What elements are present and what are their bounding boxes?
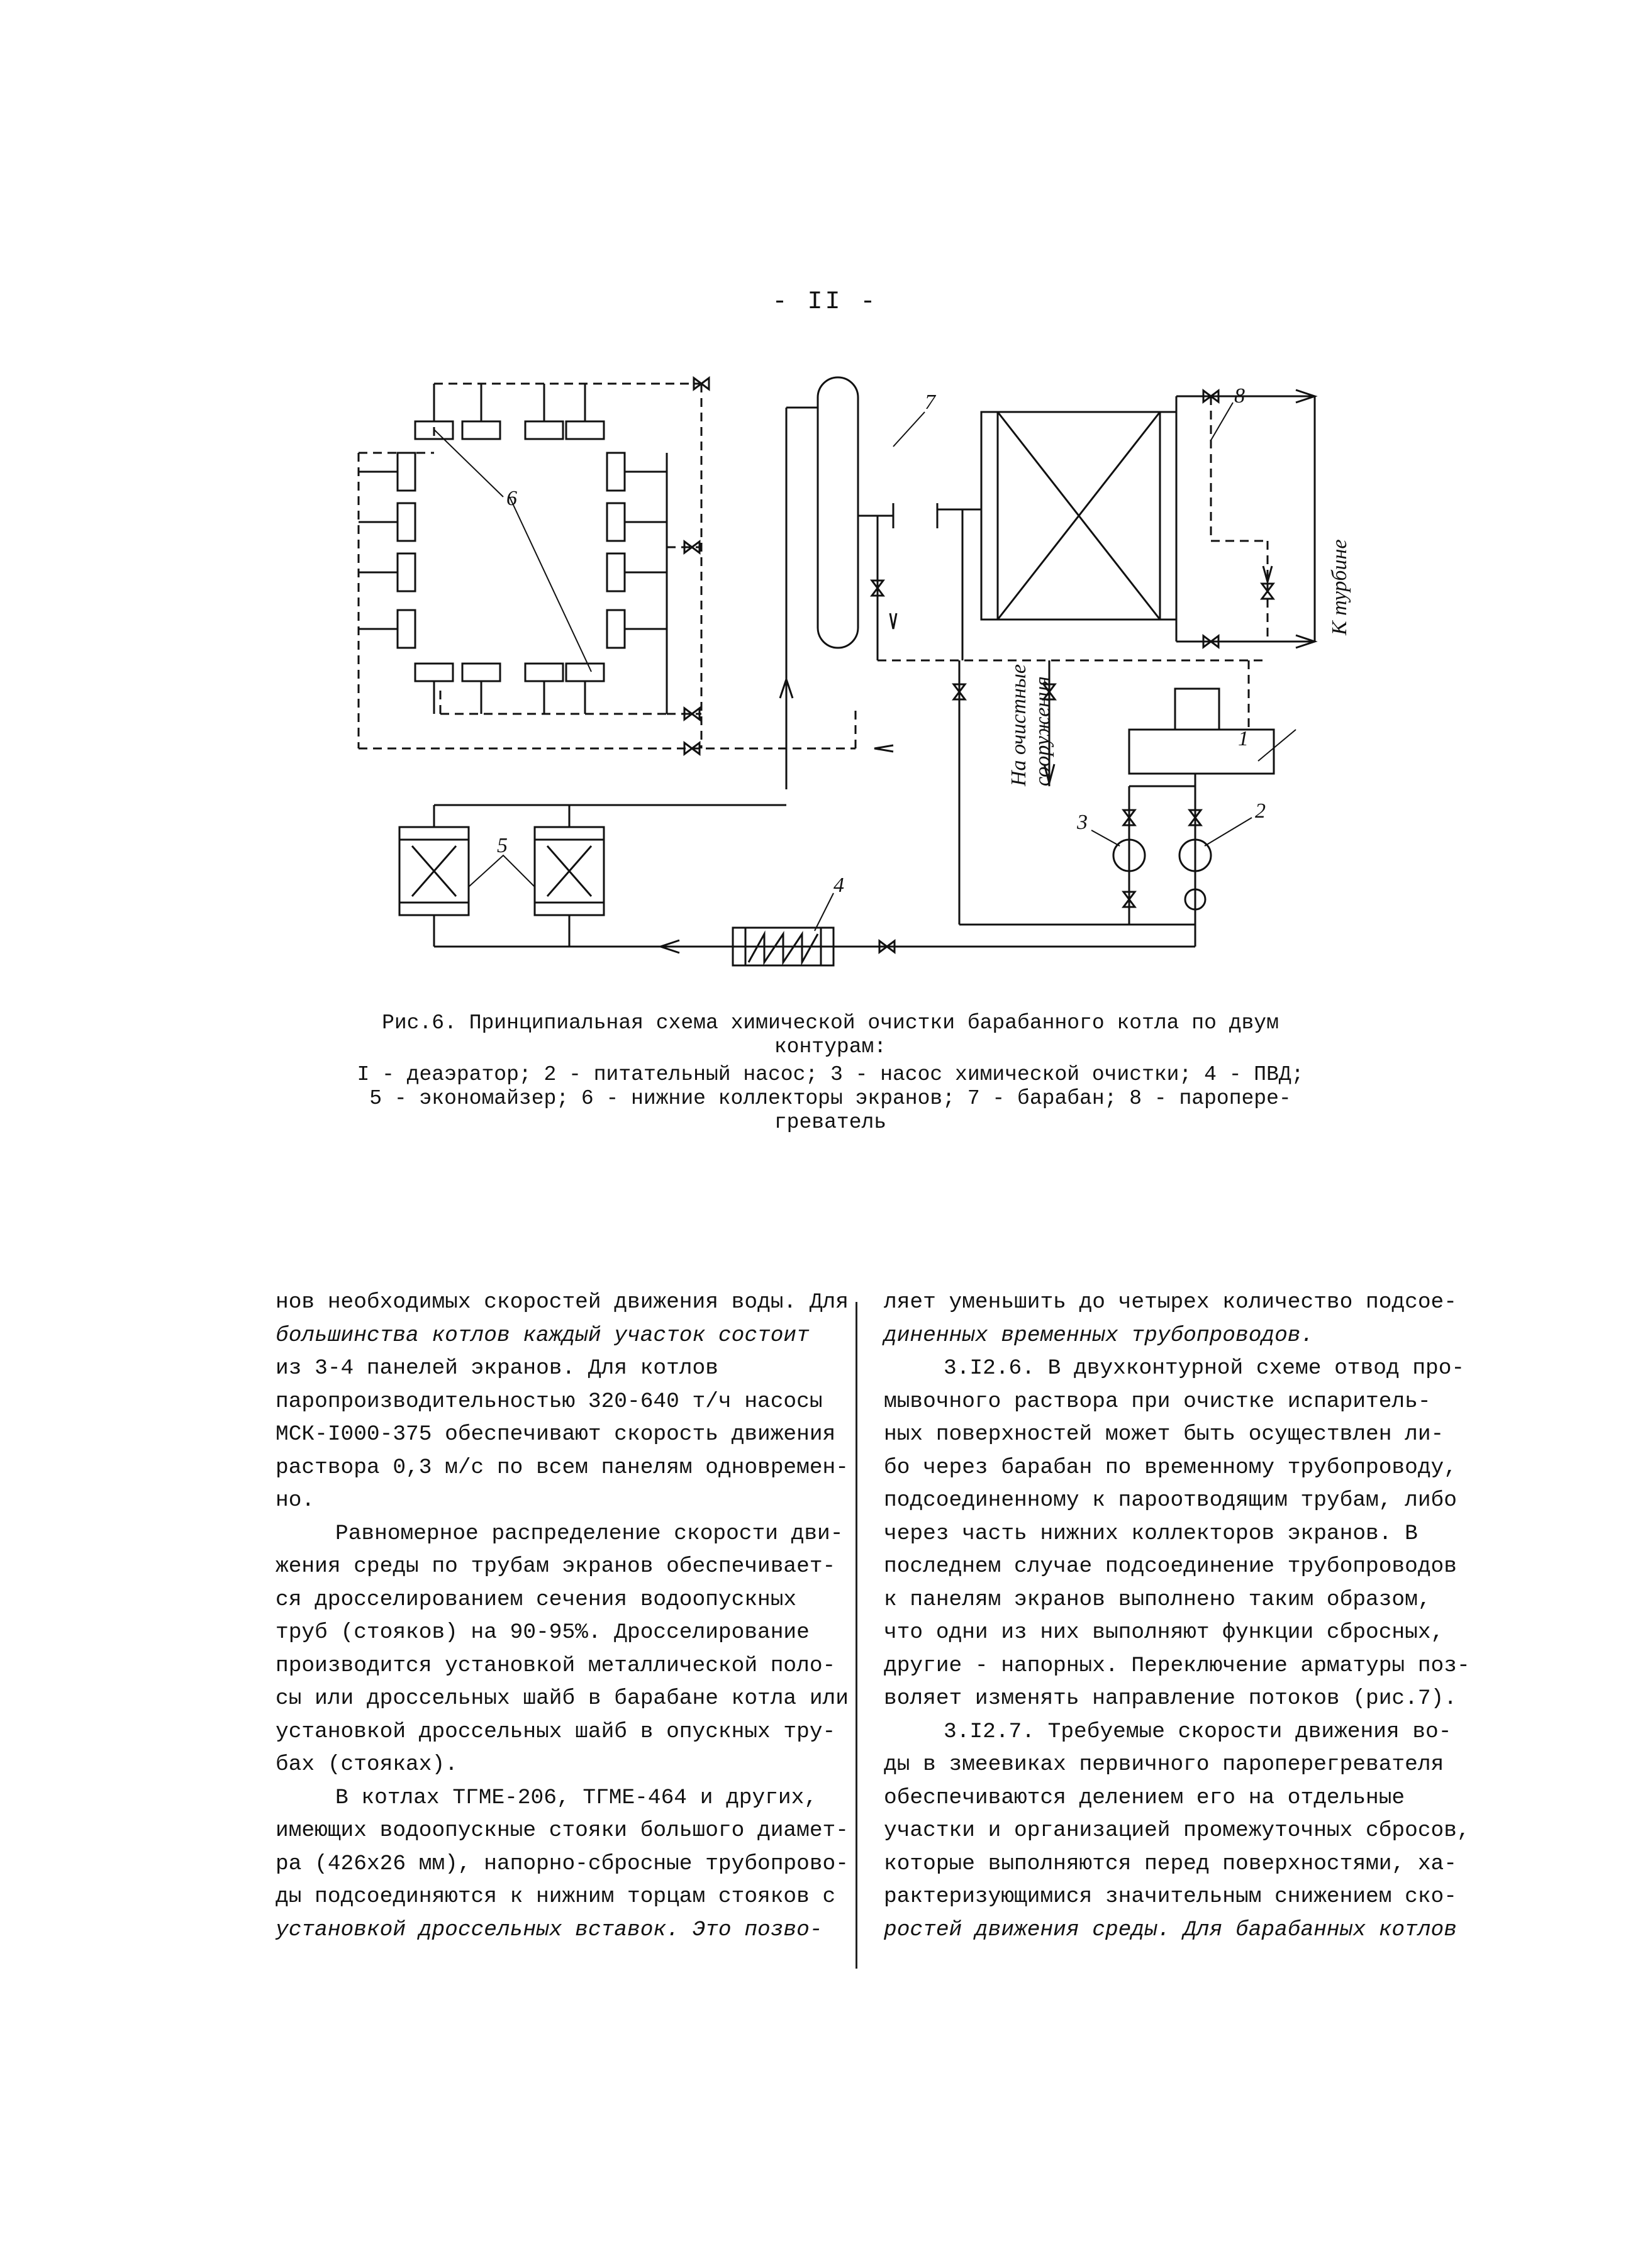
text-line: ды подсоединяются к нижним торцам стояков с [276, 1884, 836, 1909]
label-5: 5 [497, 834, 508, 857]
text-line: мывочного раствора при очистке испаритель- [884, 1389, 1431, 1414]
text-line: к панелям экранов выполнено таким образом, [884, 1587, 1431, 1612]
pumps [1091, 774, 1252, 943]
text-line: бо через барабан по временному трубопроводу, [884, 1455, 1457, 1480]
text-line: другие - напорных. Переключение арматуры поз- [884, 1653, 1470, 1678]
boiler-cleaning-scheme-diagram [0, 0, 1650, 1006]
text-line: из 3-4 панелей экранов. Для котлов [276, 1356, 718, 1381]
text-line: сы или дроссельных шайб в барабане котла или [276, 1686, 849, 1711]
text-line: участки и организацией промежуточных сбросов, [884, 1818, 1470, 1843]
label-4: 4 [833, 874, 844, 897]
text-line: воляет изменять направление потоков (рис.7). [884, 1686, 1457, 1711]
column-divider [856, 1302, 857, 1969]
text-line: установкой дроссельных шайб в опускных тру- [276, 1719, 836, 1744]
text-line: В котлах ТГМЕ-206, ТГМЕ-464 и других, [335, 1785, 818, 1810]
left-text-column [276, 1286, 849, 1947]
text-line: 3.I2.7. Требуемые скорости движения во- [944, 1719, 1452, 1744]
text-line: установкой дроссельных вставок. Это позво- [276, 1917, 823, 1942]
label-3: 3 [1077, 811, 1088, 834]
text-line: но. [276, 1488, 315, 1513]
figure-caption [352, 1011, 1308, 1135]
text-line: большинства котлов каждый участок состоит [276, 1323, 810, 1348]
text-line: ных поверхностей может быть осуществлен ли- [884, 1422, 1444, 1447]
text-line: обеспечиваются делением его на отдельные [884, 1785, 1405, 1810]
label-8: 8 [1234, 384, 1245, 408]
right-text-column [884, 1286, 1470, 1947]
text-line: МСК-I000-375 обеспечивают скорость движения [276, 1422, 836, 1447]
deaerator-1 [1129, 660, 1296, 774]
text-line: подсоединенному к пароотводящим трубам, либо [884, 1488, 1457, 1513]
caption-legend-line-2: 5 - экономайзер; 6 - нижние коллекторы экранов; 7 - барабан; 8 - паропере- [369, 1087, 1291, 1110]
label-2: 2 [1255, 799, 1266, 823]
text-line: что одни из них выполняют функции сбросных, [884, 1620, 1444, 1645]
screen-collectors-6 [359, 384, 667, 714]
label-7: 7 [925, 391, 935, 414]
text-line: ростей движения среды. Для барабанных котлов [884, 1917, 1457, 1942]
text-line: Равномерное распределение скорости дви- [335, 1521, 844, 1546]
text-line: жения среды по трубам экранов обеспечивает- [276, 1554, 836, 1579]
to-treatment-label-2: сооружения [1031, 676, 1054, 786]
text-line: раствора 0,3 м/с по всем панелям одновремен- [276, 1455, 849, 1480]
text-line: ся дросселированием сечения водоопускных [276, 1587, 797, 1612]
caption-legend-line-3: греватель [774, 1111, 887, 1134]
hp-heater-4 [733, 893, 833, 965]
to-treatment-label-1: На очистные [1007, 664, 1030, 786]
text-line: последнем случае подсоединение трубопроводов [884, 1554, 1457, 1579]
text-line: ра (426х26 мм), напорно-сбросные трубопрово- [276, 1851, 849, 1876]
page-number: - II - [772, 288, 878, 316]
label-6: 6 [506, 487, 517, 510]
superheater-8 [937, 396, 1315, 660]
caption-title: Рис.6. Принципиальная схема химической очистки барабанного котла по двум контурам: [382, 1011, 1279, 1059]
to-turbine-label: К турбине [1328, 539, 1351, 635]
text-line: диненных временных трубопроводов. [884, 1323, 1314, 1348]
label-1: 1 [1238, 727, 1249, 750]
text-line: ляет уменьшить до четырех количество подсое- [884, 1290, 1457, 1315]
economizers-5 [399, 805, 786, 947]
text-line: труб (стояков) на 90-95%. Дросселирование [276, 1620, 810, 1645]
text-line: ды в змеевиках первичного пароперегревателя [884, 1752, 1444, 1777]
text-line: 3.I2.6. В двухконтурной схеме отвод про- [944, 1356, 1465, 1381]
text-line: имеющих водоопускные стояки большого диамет- [276, 1818, 849, 1843]
text-line: паропроизводительностью 320-640 т/ч насосы [276, 1389, 823, 1414]
text-line: производится установкой металлической поло- [276, 1653, 836, 1678]
text-line: через часть нижних коллекторов экранов. В [884, 1521, 1418, 1546]
text-line: рактеризующимися значительным снижением ско- [884, 1884, 1457, 1909]
text-line: бах (стояках). [276, 1752, 458, 1777]
text-line: которые выполняются перед поверхностями, ха- [884, 1851, 1457, 1876]
caption-legend-line-1: I - деаэратор; 2 - питательный насос; 3 - насос химической очистки; 4 - ПВД; [357, 1063, 1304, 1086]
text-line: нов необходимых скоростей движения воды. Для [276, 1290, 849, 1315]
